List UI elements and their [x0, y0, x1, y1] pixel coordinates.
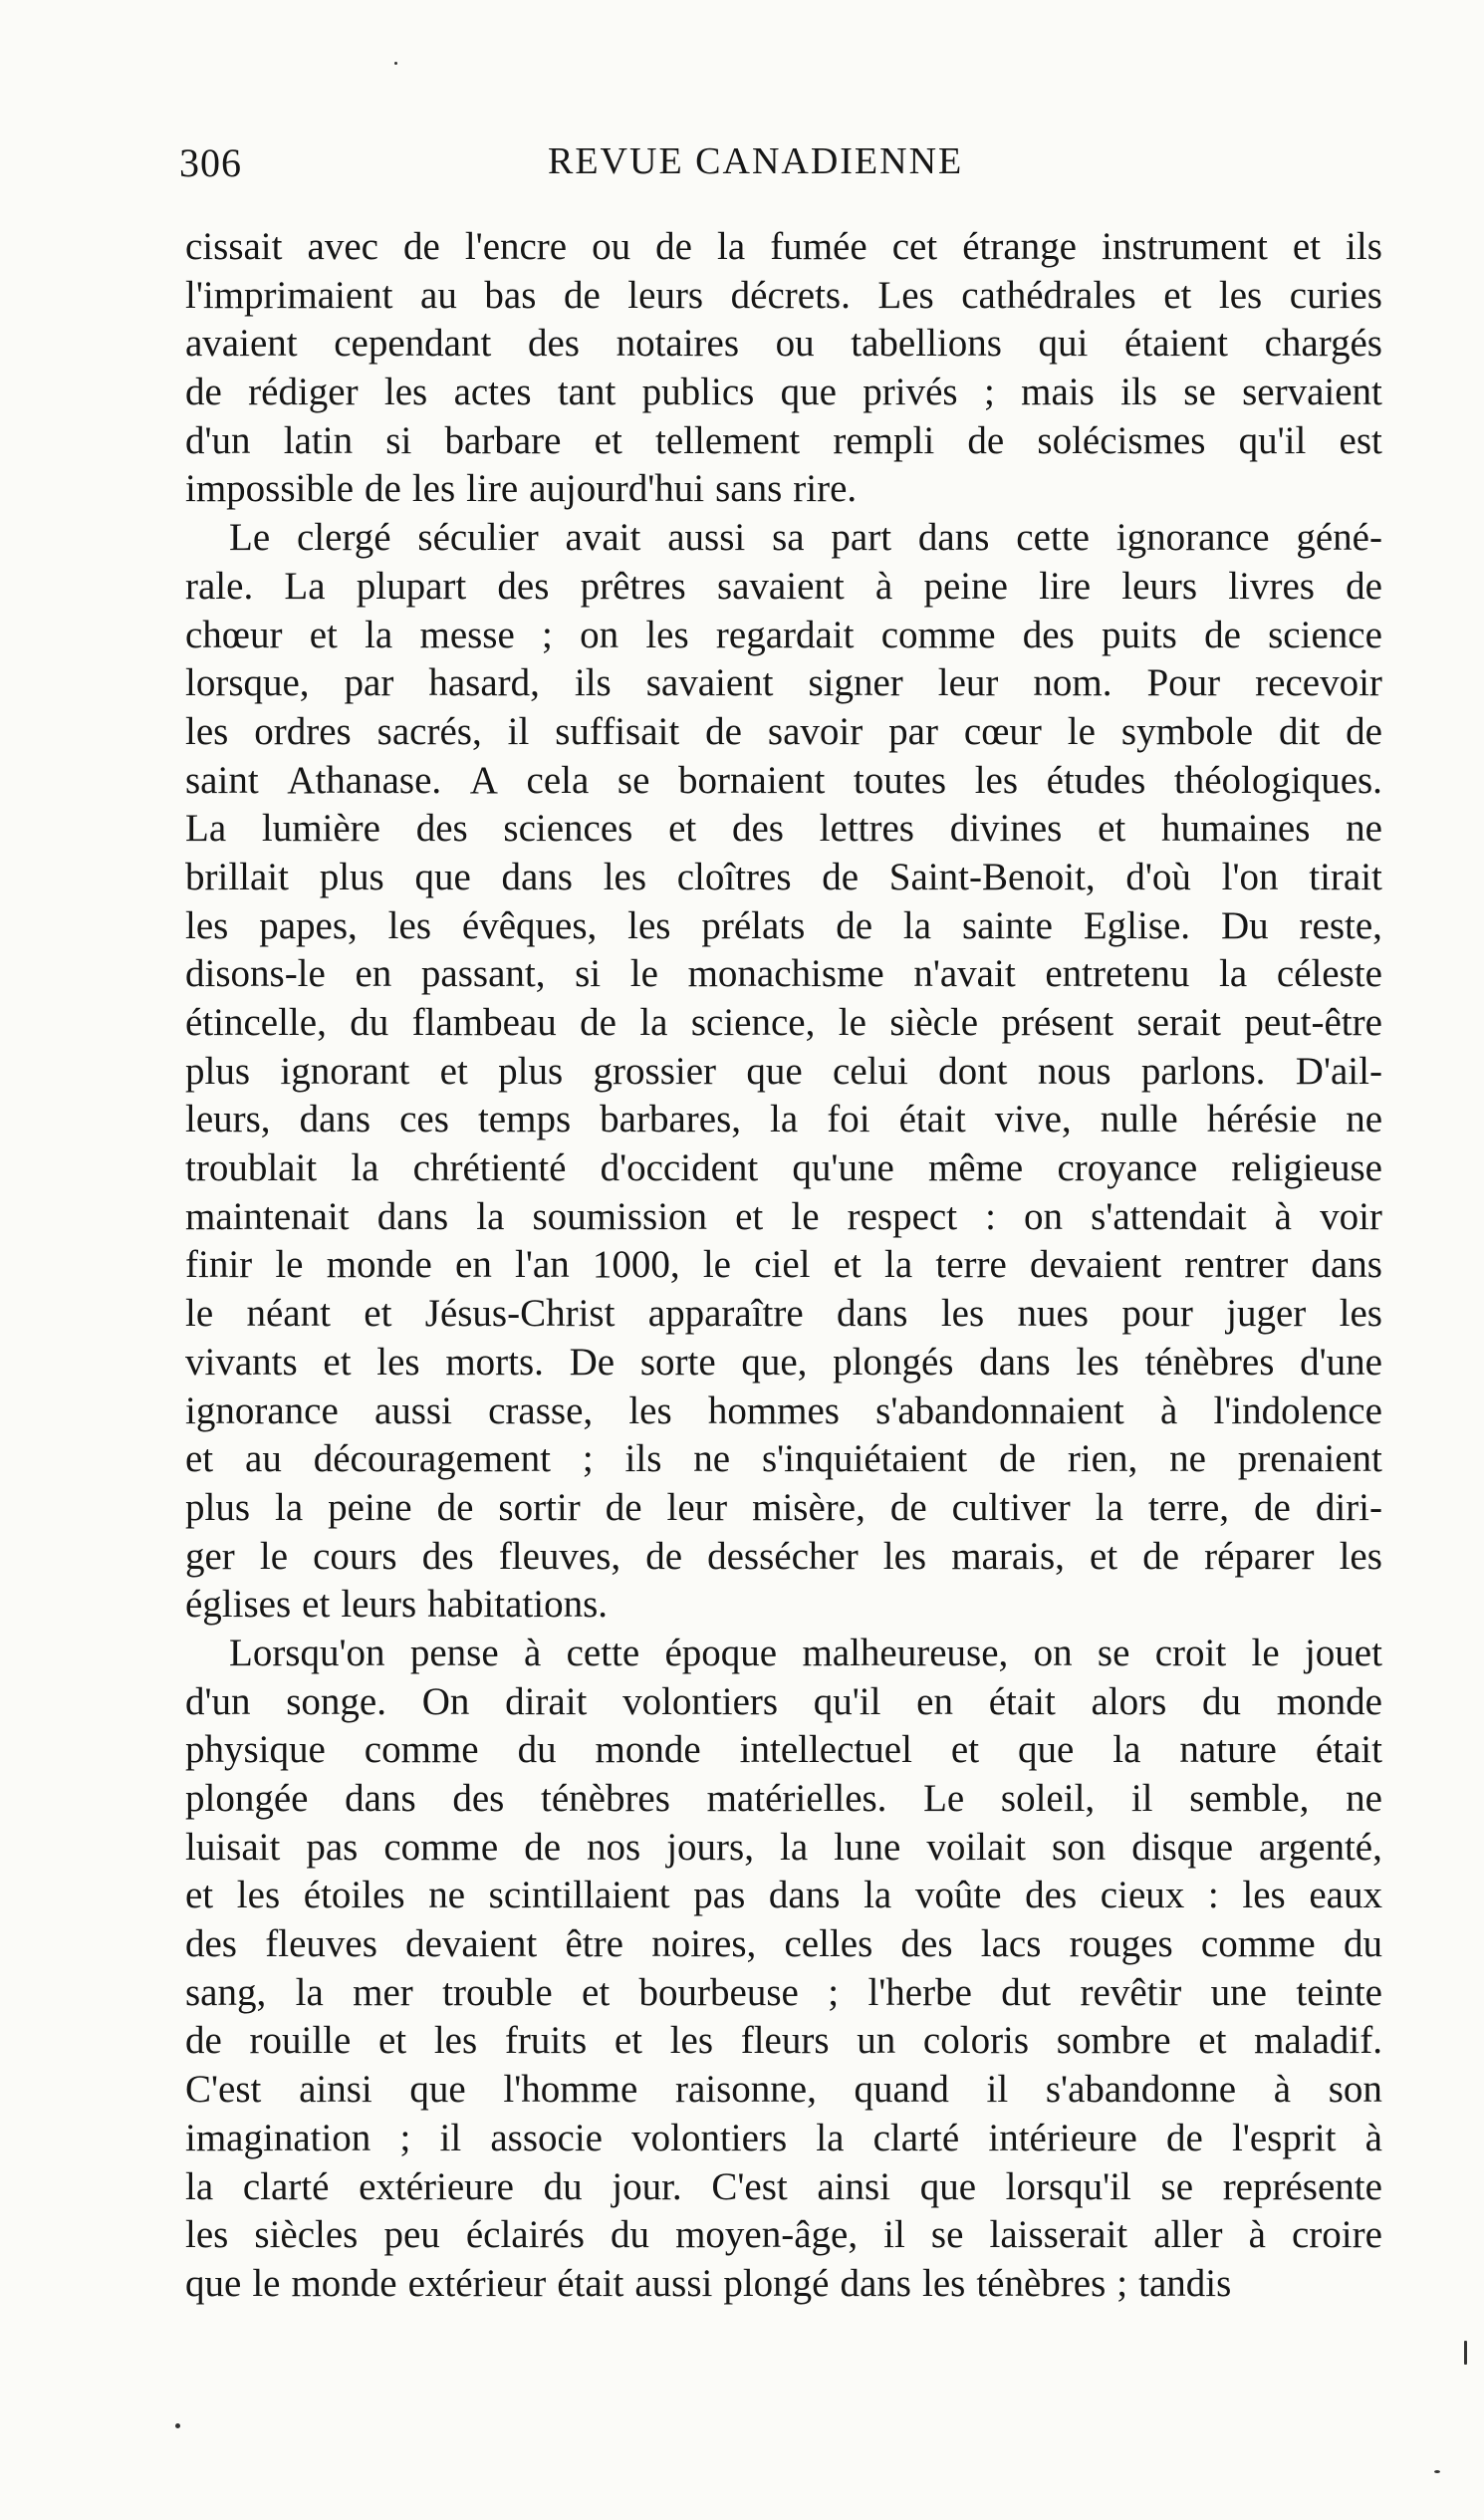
scan-speck — [1434, 2470, 1440, 2473]
text-line: et au découragement ; ils ne s'inquiétaient de rien, ne prenaient — [185, 1437, 1382, 1481]
text-line: de rouille et les fruits et les fleurs un coloris sombre et maladif. — [185, 2019, 1382, 2063]
text-line: La lumière des sciences et des lettres divines et humaines ne — [185, 807, 1382, 851]
text-line: finir le monde en l'an 1000, le ciel et la terre devaient rentrer dans — [185, 1243, 1382, 1287]
text-line: physique comme du monde intellectuel et que la nature était — [185, 1728, 1382, 1772]
text-line: la clarté extérieure du jour. C'est ainsi que lorsqu'il se représente — [185, 2164, 1382, 2208]
text-line: de rédiger les actes tant publics que privés ; mais ils se servaient — [185, 371, 1382, 414]
text-line: maintenait dans la soumission et le respect : on s'attendait à voir — [185, 1194, 1382, 1238]
scan-speck — [394, 62, 397, 65]
text-line: que le monde extérieur était aussi plongé dans les ténèbres ; tandis — [185, 2261, 1232, 2305]
text-line: disons-le en passant, si le monachisme n'avait entretenu la céleste — [185, 952, 1382, 996]
text-line: les papes, les évêques, les prélats de la sainte Eglise. Du reste, — [185, 903, 1382, 947]
text-line: plus ignorant et plus grossier que celui dont nous parlons. D'ail- — [185, 1049, 1382, 1093]
text-line: rale. La plupart des prêtres savaient à peine lire leurs livres de — [185, 564, 1382, 608]
text-line: les ordres sacrés, il suffisait de savoir par cœur le symbole dit de — [185, 709, 1382, 753]
text-line: chœur et la messe ; on les regardait comme des puits de science — [185, 613, 1382, 656]
text-line: ignorance aussi crasse, les hommes s'abandonnaient à l'indolence — [185, 1388, 1382, 1432]
text-line: cissait avec de l'encre ou de la fumée cet étrange instrument et ils — [185, 225, 1382, 268]
text-line: troublait la chrétienté d'occident qu'une même croyance religieuse — [185, 1146, 1382, 1190]
text-line: sang, la mer trouble et bourbeuse ; l'herbe dut revêtir une teinte — [185, 1970, 1382, 2014]
text-line: ger le cours des fleuves, de dessécher les marais, et de réparer les — [185, 1534, 1382, 1578]
scan-speck — [175, 2423, 180, 2428]
paragraph — [185, 1630, 1382, 2309]
text-line: plus la peine de sortir de leur misère, de cultiver la terre, de diri- — [185, 1485, 1382, 1529]
text-line: avaient cependant des notaires ou tabellions qui étaient chargés — [185, 322, 1382, 366]
running-title: REVUE CANADIENNE — [548, 140, 964, 182]
paragraph — [185, 223, 1382, 514]
text-line: des fleuves devaient être noires, celles des lacs rouges comme du — [185, 1922, 1382, 1966]
text-line: d'un songe. On dirait volontiers qu'il en était alors du monde — [185, 1679, 1382, 1723]
text-line: luisait pas comme de nos jours, la lune voilait son disque argenté, — [185, 1825, 1382, 1869]
text-line: impossible de les lire aujourd'hui sans rire. — [185, 467, 858, 511]
text-line: l'imprimaient au bas de leurs décrets. Les cathédrales et les curies — [185, 273, 1382, 317]
text-line: lorsque, par hasard, ils savaient signer leur nom. Pour recevoir — [185, 661, 1382, 705]
text-line: Le clergé séculier avait aussi sa part dans cette ignorance géné- — [229, 516, 1382, 560]
text-line: saint Athanase. A cela se bornaient toutes les études théologiques. — [185, 758, 1382, 802]
scan-speck — [1464, 2341, 1467, 2365]
text-line: Lorsqu'on pense à cette époque malheureuse, on se croit le jouet — [229, 1631, 1382, 1674]
text-line: le néant et Jésus-Christ apparaître dans les nues pour juger les — [185, 1292, 1382, 1336]
paragraph — [185, 514, 1382, 1630]
text-line: vivants et les morts. De sorte que, plongés dans les ténèbres d'une — [185, 1340, 1382, 1384]
text-line: d'un latin si barbare et tellement rempli de solécismes qu'il est — [185, 418, 1382, 462]
text-line: plongée dans des ténèbres matérielles. Le soleil, il semble, ne — [185, 1777, 1382, 1820]
body-text — [185, 223, 1382, 2309]
page-number: 306 — [179, 140, 242, 185]
page-header — [0, 139, 1484, 199]
text-line: étincelle, du flambeau de la science, le siècle présent serait peut-être — [185, 1001, 1382, 1044]
text-line: les siècles peu éclairés du moyen-âge, il se laisserait aller à croire — [185, 2213, 1382, 2257]
text-line: et les étoiles ne scintillaient pas dans la voûte des cieux : les eaux — [185, 1874, 1382, 1917]
text-line: églises et leurs habitations. — [185, 1583, 609, 1627]
text-line: brillait plus que dans les cloîtres de Saint-Benoit, d'où l'on tirait — [185, 855, 1382, 898]
text-line: leurs, dans ces temps barbares, la foi était vive, nulle hérésie ne — [185, 1098, 1382, 1141]
text-line: imagination ; il associe volontiers la clarté intérieure de l'esprit à — [185, 2116, 1382, 2159]
text-line: C'est ainsi que l'homme raisonne, quand il s'abandonne à son — [185, 2068, 1382, 2112]
